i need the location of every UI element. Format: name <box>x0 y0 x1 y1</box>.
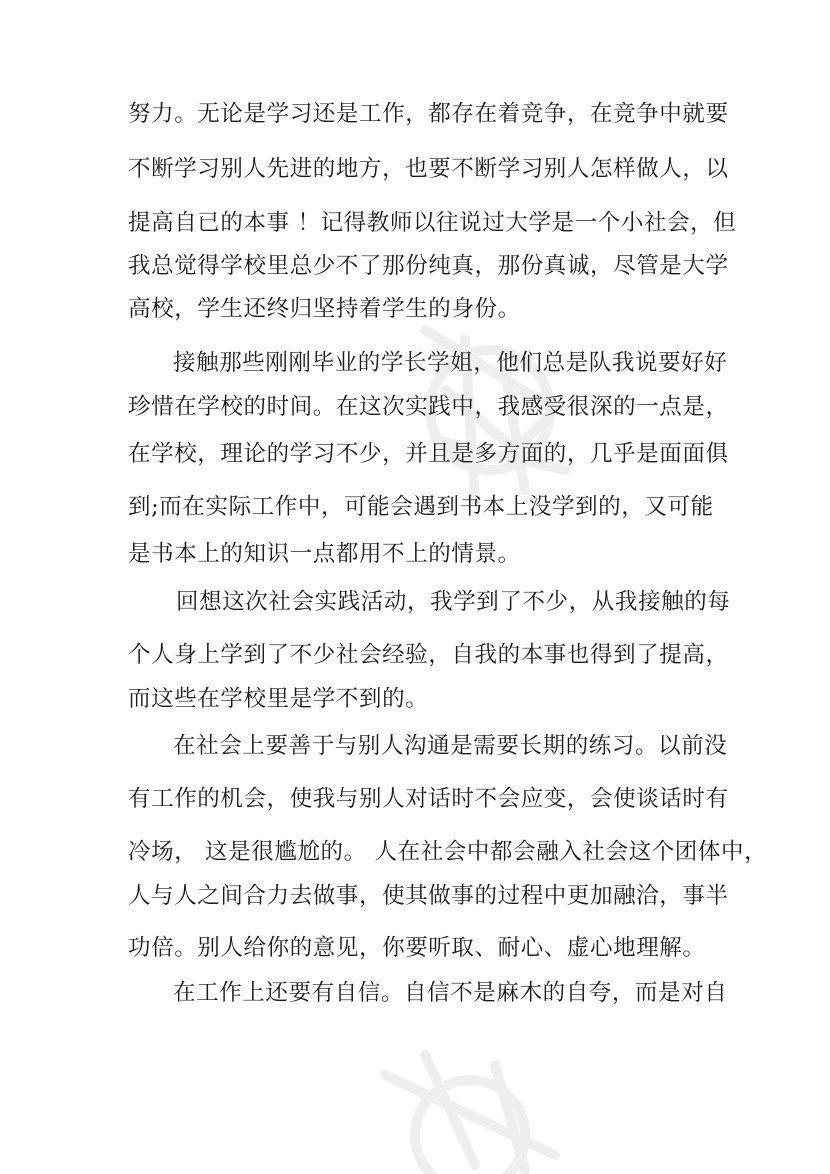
text-line: 而这些在学校里是学不到的。 <box>128 686 429 712</box>
text-line: 人与人之间合力去做事，使其做事的过程中更加融洽，事半 <box>128 883 729 909</box>
text-line: 功倍。别人给你的意见，你要听取、耐心、虚心地理解。 <box>128 935 706 961</box>
text-line: 努力。无论是学习还是工作，都存在着竞争，在竞争中就要 <box>128 101 729 127</box>
text-line: 有工作的机会，使我与别人对话时不会应变，会使谈话时有 <box>128 786 729 812</box>
text-line: 回想这次社会实践活动，我学到了不少，从我接触的每 <box>176 589 731 615</box>
text-line: 在学校，理论的学习不少，并且是多方面的，几乎是面面俱 <box>128 441 729 467</box>
text-line: 我总觉得学校里总少不了那份纯真，那份真诚，尽管是大学 <box>128 253 729 279</box>
text-line: 是书本上的知识一点都用不上的情景。 <box>128 541 521 567</box>
text-line: 提高自已的本事 ！记得教师以往说过大学是一个小社会，但 <box>128 210 737 236</box>
text-line: 在工作上还要有自信。自信不是麻木的自夸，而是对自 <box>173 980 728 1006</box>
text-line: 高校，学生还终归坚持着学生的身份。 <box>128 296 521 322</box>
text-line: 在社会上要善于与别人沟通是需要长期的练习。以前没 <box>173 733 728 759</box>
text-line: 冷场， 这是很尴尬的。 人在社会中都会融入社会这个团体中， <box>128 839 768 865</box>
text-line: 接触那些刚刚毕业的学长学姐，他们总是队我说要好好 <box>173 350 728 376</box>
text-line: 个人身上学到了不少社会经验，自我的本事也得到了提高， <box>128 642 729 668</box>
watermark-stamp-lower-icon <box>365 1035 575 1174</box>
text-line: 到;而在实际工作中，可能会遇到书本上没学到的，又可能 <box>128 494 714 520</box>
text-line: 不断学习别人先进的地方，也要不断学习别人怎样做人，以 <box>128 156 729 182</box>
text-line: 珍惜在学校的时间。在这次实践中，我感受很深的一点是， <box>128 394 729 420</box>
